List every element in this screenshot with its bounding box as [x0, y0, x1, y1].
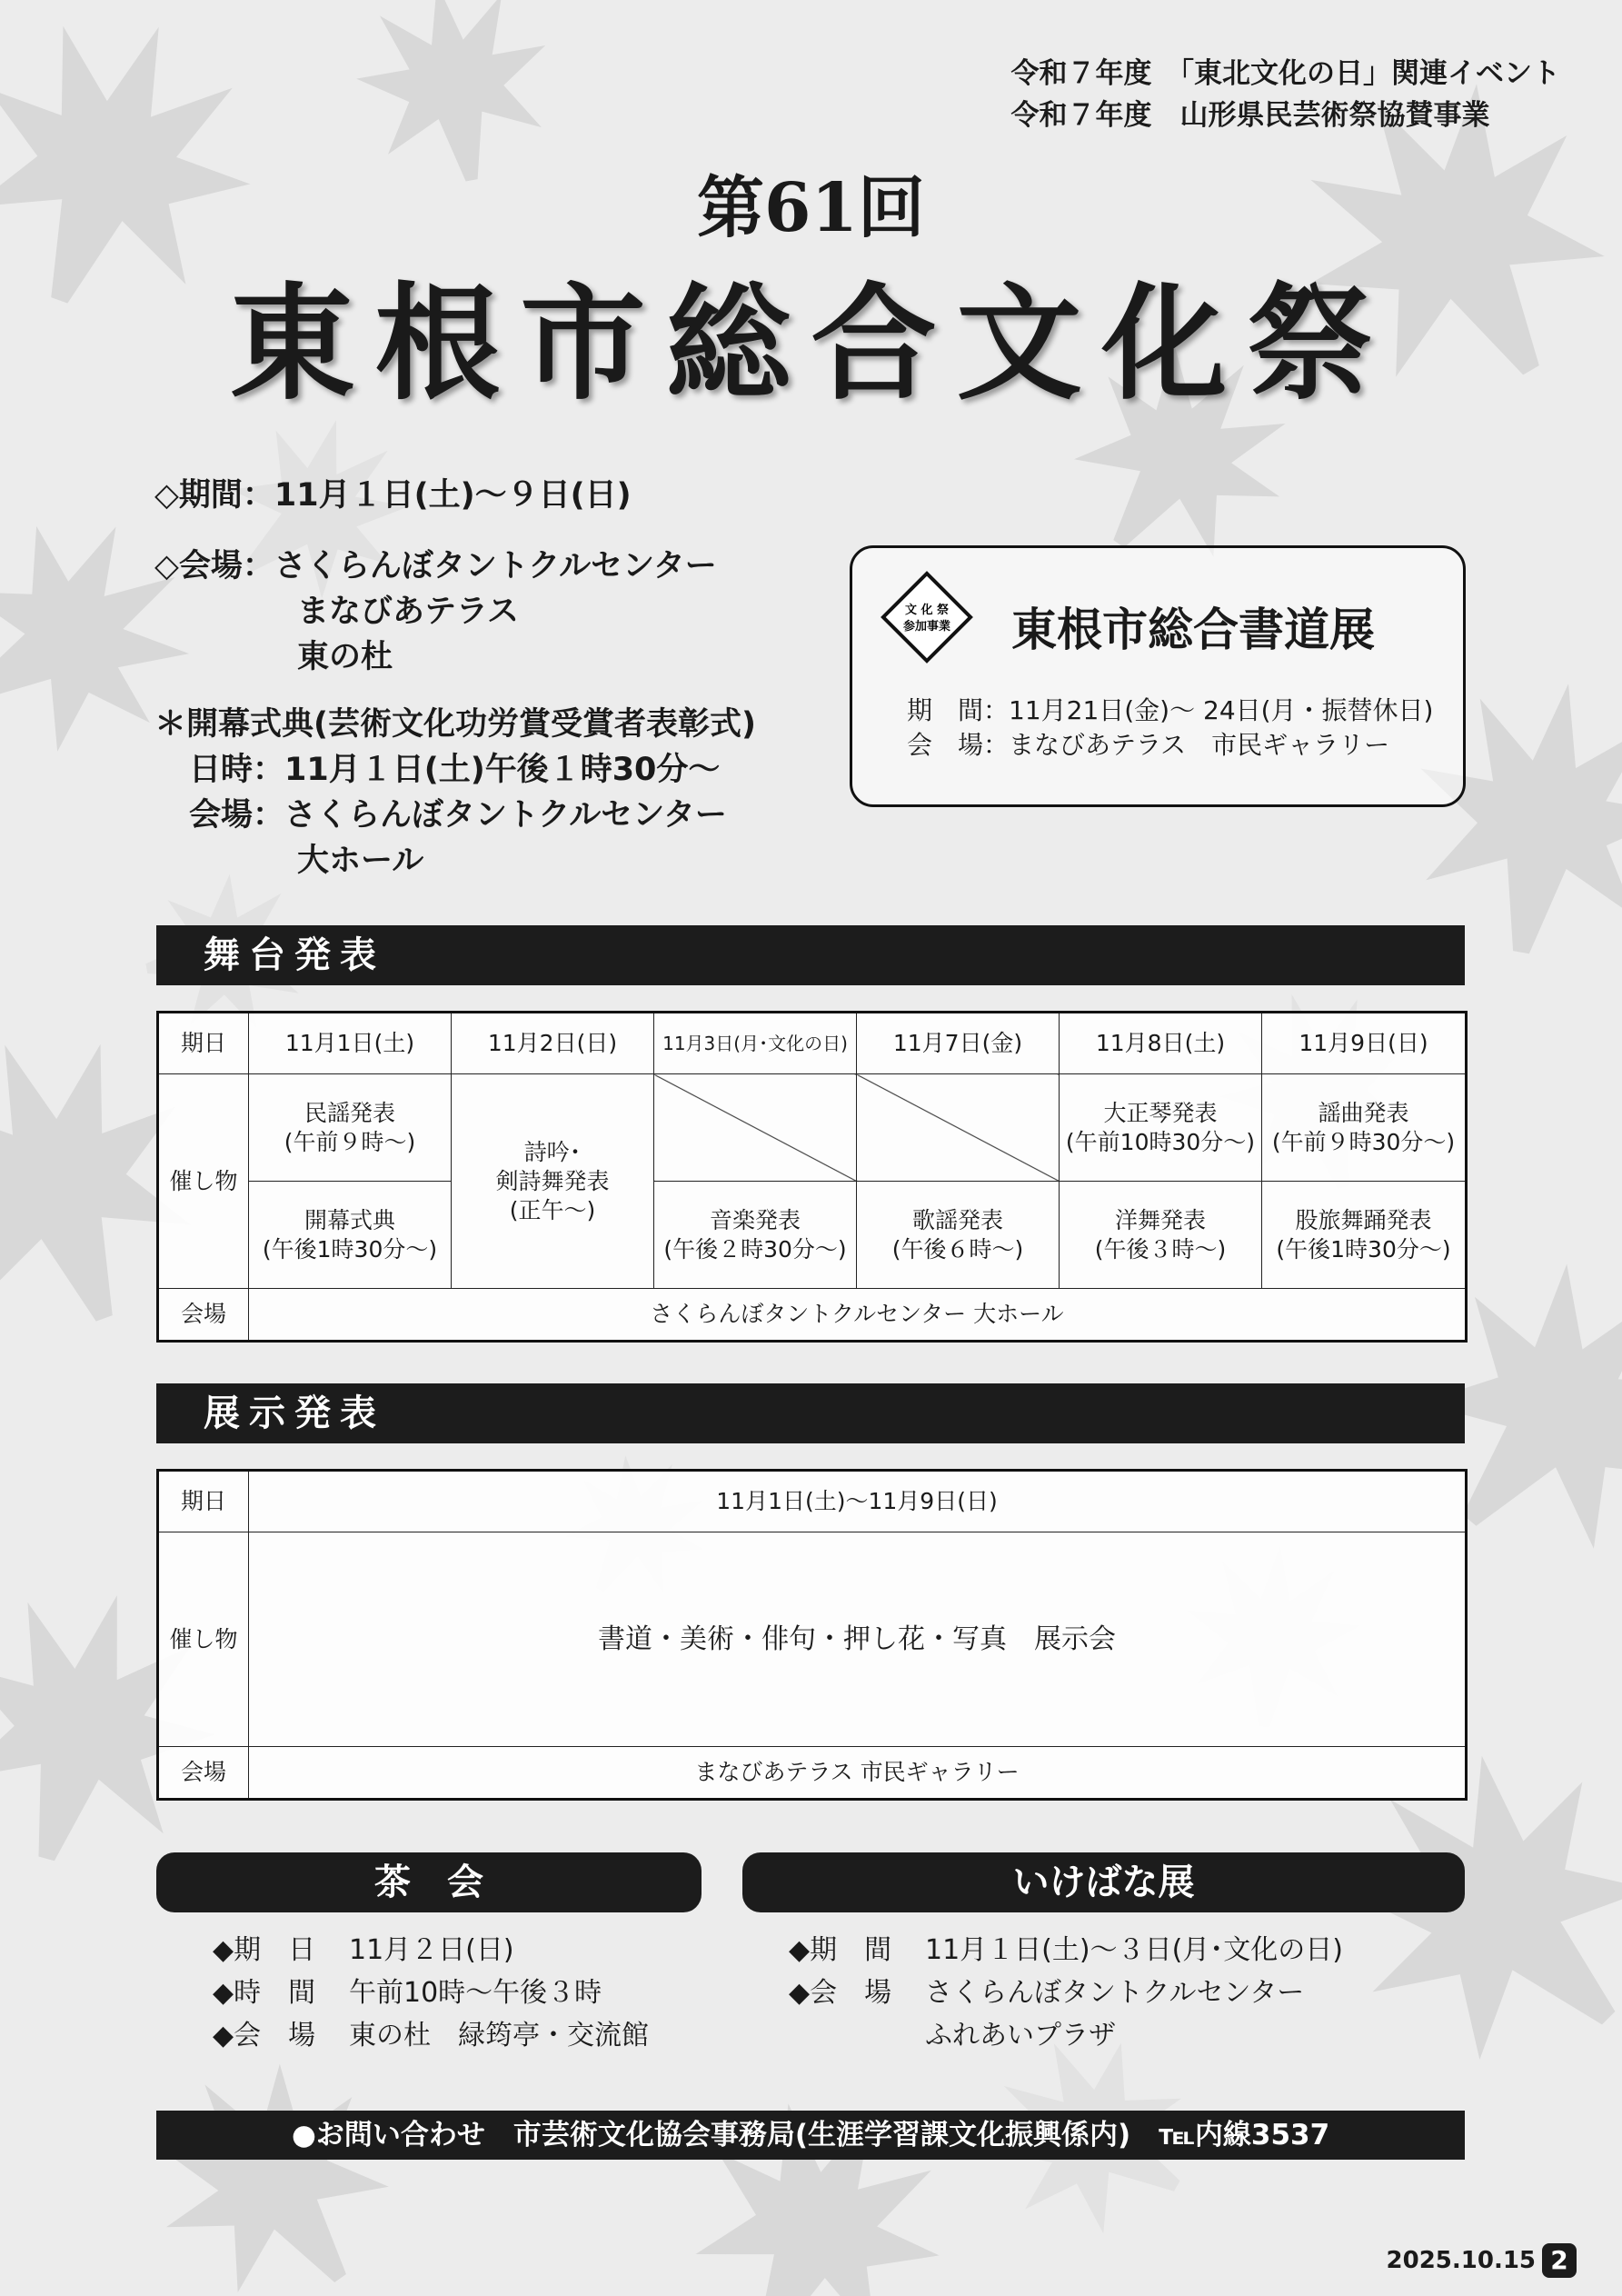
date-cell: 11月1日(土)～11月9日(日) [249, 1471, 1467, 1532]
date-header-cell: 期日 [158, 1013, 249, 1074]
detail-label: ◆会 場 [213, 2020, 316, 2051]
event-cell [1262, 1182, 1467, 1289]
volume-label: 第61回 [697, 169, 925, 247]
issue-date: 2025.10.15 [1386, 2247, 1536, 2274]
event-name: 剣詩舞発表 [495, 1167, 610, 1194]
ceremony-hall: 大ホール [297, 843, 424, 879]
venue-text-1: ◇会場：さくらんぼタントクルセンター [154, 548, 717, 584]
event-time: (午前９時～) [284, 1128, 416, 1155]
table-row [158, 1747, 1467, 1800]
contact-bar: ●お問い合わせ 市芸術文化協会事務局(生涯学習課文化振興係内) ℡内線3537 [156, 2111, 1465, 2160]
header-line-1: 令和７年度 「東北文化の日」関連イベント [1010, 57, 1560, 90]
date-cell: 11月3日(月･文化の日) [654, 1013, 857, 1074]
event-cell [1060, 1182, 1262, 1289]
period-text: ◇期間：11月１日(土)～９日(日) [154, 477, 632, 514]
event-time: (午前10時30分～) [1065, 1128, 1256, 1155]
event-name: 大正琴発表 [1103, 1099, 1218, 1126]
date-cell: 11月1日(土) [249, 1013, 452, 1074]
event-time: (午後３時～) [1094, 1235, 1227, 1263]
event-time: (午後６時～) [891, 1235, 1024, 1263]
empty-slot-cell [857, 1074, 1060, 1182]
calligraphy-callout [850, 545, 1466, 807]
tea-ceremony-heading: 茶 会 [156, 1852, 702, 1912]
event-cell [654, 1182, 857, 1289]
venue-info [154, 544, 717, 680]
badge-line-2: 参加事業 [902, 620, 951, 634]
event-name: 謡曲発表 [1318, 1099, 1409, 1126]
venue-cell: さくらんぼタントクルセンター 大ホール [249, 1289, 1467, 1342]
table-row [158, 1013, 1467, 1074]
list-item [213, 1972, 649, 2014]
ceremony-info [154, 702, 756, 883]
ikebana-heading: いけばな展 [742, 1852, 1465, 1912]
date-cell: 11月9日(日) [1262, 1013, 1467, 1074]
stage-schedule-table [156, 1011, 1468, 1343]
event-name: 音楽発表 [709, 1206, 801, 1233]
table-row [158, 1074, 1467, 1182]
event-time: (正午～) [509, 1196, 596, 1223]
empty-slot-cell [654, 1074, 857, 1182]
ceremony-venue: 会場：さくらんぼタントクルセンター [189, 797, 727, 834]
header-lines [1011, 53, 1561, 136]
page-title: 東根市総合文化祭 [229, 269, 1393, 417]
venue-header-cell: 会場 [158, 1289, 249, 1342]
table-row [158, 1532, 1467, 1747]
detail-value: 11月２日(日) [349, 1934, 514, 1966]
period-info [154, 473, 632, 518]
callout-title: 東根市総合書道展 [1011, 604, 1375, 656]
callout-period: 期 間：11月21日(金)～ 24日(月・振替休日) [907, 695, 1434, 725]
date-cell: 11月2日(日) [452, 1013, 654, 1074]
ikebana-details [789, 1929, 1343, 2057]
event-time: (午後２時30分～) [663, 1235, 847, 1263]
callout-venue: 会 場：まなびあテラス 市民ギャラリー [907, 730, 1390, 760]
page-number: 2 [1542, 2243, 1577, 2278]
event-name: 洋舞発表 [1114, 1206, 1206, 1233]
tea-ceremony-details [213, 1929, 649, 2057]
detail-label: ◆期 日 [213, 1934, 316, 1966]
event-header-cell: 催し物 [158, 1532, 249, 1747]
event-cell: 書道・美術・俳句・押し花・写真 展示会 [249, 1532, 1467, 1747]
event-name: 歌謡発表 [911, 1206, 1003, 1233]
event-header-cell: 催し物 [158, 1074, 249, 1289]
venue-cell: まなびあテラス 市民ギャラリー [249, 1747, 1467, 1800]
event-cell [1262, 1074, 1467, 1182]
venue-header-cell: 会場 [158, 1747, 249, 1800]
callout-details [907, 694, 1433, 763]
event-name: 民謡発表 [304, 1099, 395, 1126]
ceremony-date: 日時：11月１日(土)午後１時30分～ [189, 752, 721, 788]
event-cell [249, 1074, 452, 1182]
list-item [789, 1972, 1343, 2014]
event-name: 股旅舞踊発表 [1295, 1206, 1432, 1233]
detail-value: 午前10時～午後３時 [349, 1977, 602, 2009]
event-cell [452, 1074, 654, 1289]
event-name: 詩吟･ [523, 1138, 582, 1165]
event-cell [857, 1182, 1060, 1289]
detail-value: 11月１日(土)～３日(月･文化の日) [925, 1934, 1343, 1966]
date-cell: 11月7日(金) [857, 1013, 1060, 1074]
exhibit-section-heading: 展示発表 [156, 1383, 1465, 1443]
list-item [213, 2014, 649, 2057]
detail-label: ◆時 間 [213, 1977, 316, 2009]
list-item [789, 1929, 1343, 1972]
exhibit-schedule-table [156, 1469, 1468, 1801]
detail-label: ◆期 間 [789, 1934, 892, 1966]
detail-value: 東の杜 緑筠亭・交流館 [349, 2020, 649, 2051]
stage-section-heading: 舞台発表 [156, 925, 1465, 985]
table-row [158, 1182, 1467, 1289]
event-cell [1060, 1074, 1262, 1182]
detail-value: さくらんぼタントクルセンター [925, 1977, 1305, 2009]
list-item: ふれあいプラザ [925, 2020, 1116, 2051]
event-cell [249, 1182, 452, 1289]
venue-text-2: まなびあテラス [297, 594, 519, 630]
date-header-cell: 期日 [158, 1471, 249, 1532]
culture-festival-badge-icon [878, 568, 976, 666]
list-item [213, 1929, 649, 1972]
header-line-2: 令和７年度 山形県民芸術祭協賛事業 [1010, 99, 1490, 132]
event-time: (午前９時30分～) [1271, 1128, 1456, 1155]
event-name: 開幕式典 [304, 1206, 395, 1233]
table-row [158, 1471, 1467, 1532]
event-time: (午後1時30分～) [1276, 1235, 1451, 1263]
venue-text-3: 東の杜 [297, 639, 393, 675]
date-cell: 11月8日(土) [1060, 1013, 1262, 1074]
table-row [158, 1289, 1467, 1342]
ceremony-title: ＊開幕式典(芸術文化功労賞受賞者表彰式) [154, 706, 756, 743]
detail-label: ◆会 場 [789, 1977, 892, 2009]
event-time: (午後1時30分～) [262, 1235, 438, 1263]
badge-line-1: 文 化 祭 [904, 604, 950, 617]
